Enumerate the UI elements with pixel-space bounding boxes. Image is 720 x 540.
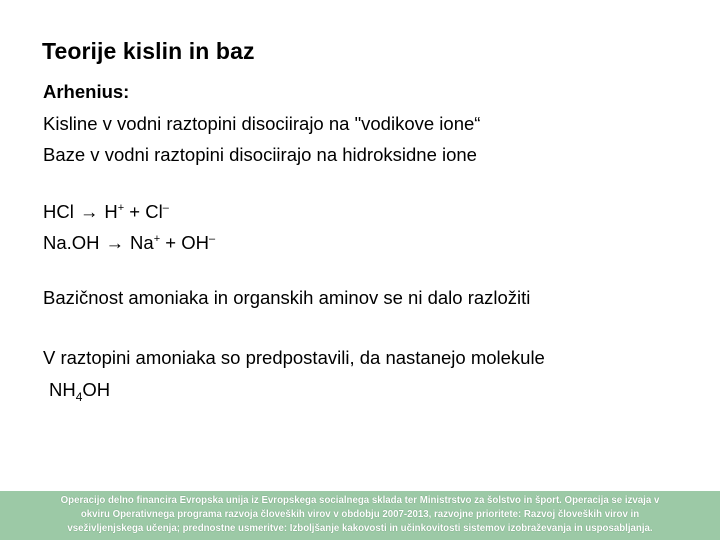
ammonia-formula-oh: OH [82, 378, 111, 400]
equation-hcl [43, 196, 703, 228]
footer-line-3: vseživljenjskega učenja; prednostne usmeritve: Izboljšanje kakovosti in učinkovitosti sistemov izobraževanja in usposabljanja. [67, 523, 653, 534]
equation-naoh-reactant: Na.OH [43, 232, 100, 253]
ammonia-formula-subscript: 4 [75, 389, 83, 404]
arrhenius-heading: Arhenius: [43, 81, 130, 102]
slide-content [43, 76, 703, 405]
bases-definition: Baze v vodni raztopini disociirajo na hidroksidne ione [43, 144, 477, 165]
equation-hcl-plus: + [129, 200, 141, 222]
funding-footer [0, 491, 720, 540]
slide-title: Teorije kislin in baz [42, 38, 255, 64]
equation-hcl-cation: H [104, 200, 118, 222]
ammonia-formula [43, 374, 703, 406]
basicity-statement: Bazičnost amoniaka in organskih aminov se ni dalo razložiti [43, 286, 531, 308]
equation-naoh-cation-charge: + [153, 233, 161, 245]
equation-hcl-cation-charge: + [117, 201, 125, 214]
equation-hcl-anion: Cl [145, 200, 163, 222]
equation-naoh-anion-charge: – [208, 233, 216, 245]
ammonia-statement: V raztopini amoniaka so predpostavili, da nastanejo molekule [43, 347, 545, 368]
equation-naoh [43, 227, 703, 259]
reaction-arrow-icon: → [105, 232, 125, 253]
ammonia-formula-nh: NH [49, 378, 76, 400]
equation-naoh-cation: Na [130, 232, 154, 253]
reaction-arrow-icon: → [79, 200, 99, 222]
equation-naoh-anion: OH [181, 232, 209, 253]
equation-hcl-reactant: HCl [43, 200, 74, 222]
footer-line-1: Operacijo delno financira Evropska unija iz Evropskega socialnega sklada ter Ministrstvo za šolstvo in šport. Operacija se izvaja v [60, 495, 660, 506]
footer-line-2: okviru Operativnega programa razvoja človeških virov v obdobju 2007-2013, razvojne prioritete: Razvoj človeških virov in [80, 509, 640, 520]
acids-definition: Kisline v vodni raztopini disociirajo na "vodikove ione“ [43, 112, 481, 134]
equation-naoh-plus: + [165, 232, 177, 253]
equation-hcl-anion-charge: – [162, 201, 169, 214]
